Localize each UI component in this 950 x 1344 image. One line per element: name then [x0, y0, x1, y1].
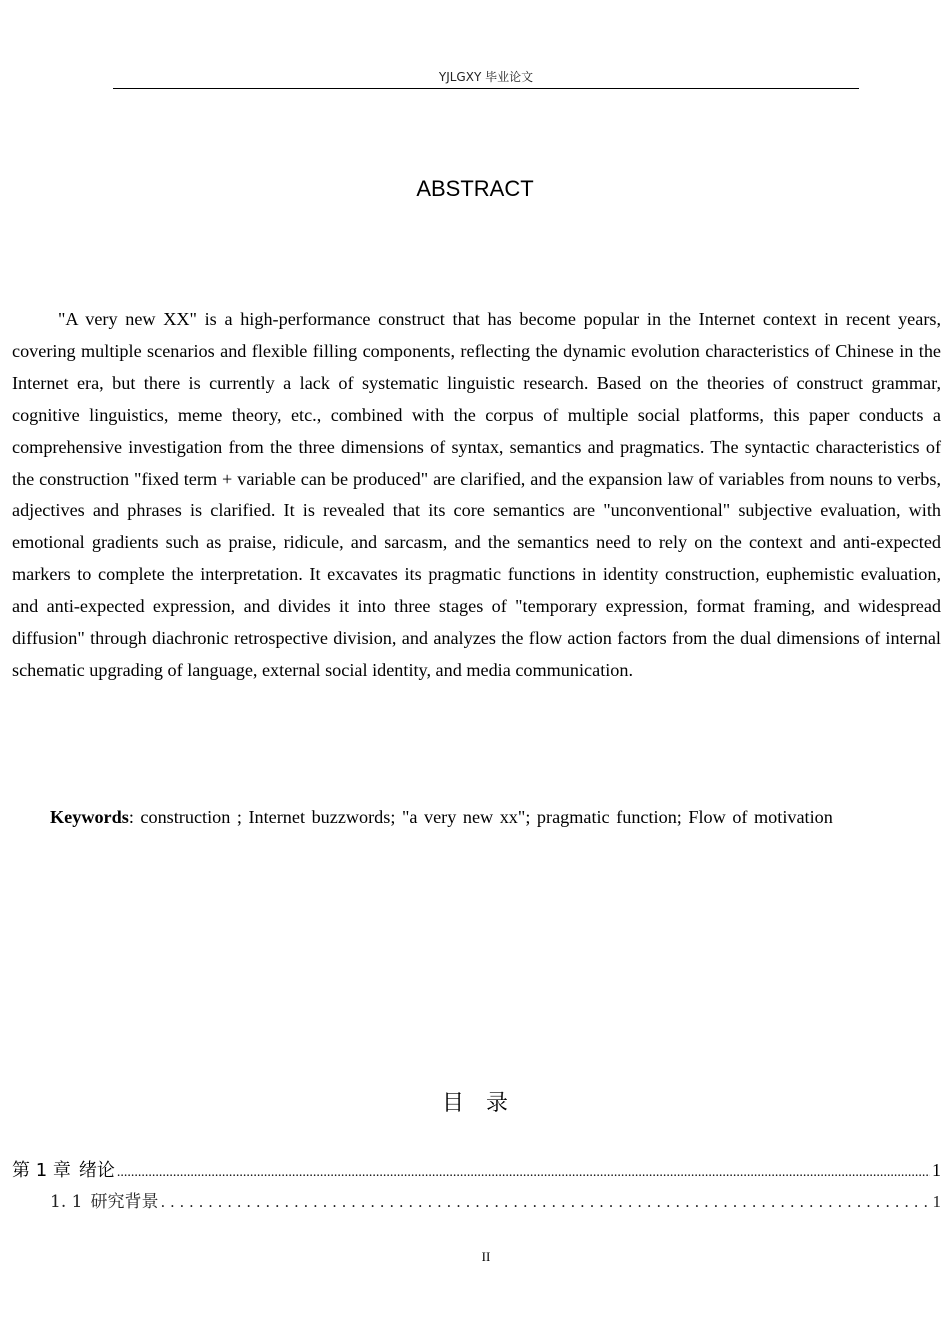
abstract-body: "A very new XX" is a high-performance construct that has become popular in the Internet context in recent years, covering multiple scenarios and flexible filling components, reflecting the dynamic evolution characteristics of Chinese in the Internet era, but there is currently a lack of systematic linguistic research. Based on the theories of construct grammar, cognitive linguistics, meme theory, etc., combined with the corpus of multiple social platforms, this paper conducts a comprehensive investigation from the three dimensions of syntax, semantics and pragmatics. The syntactic characteristics of the construction "fixed term + variable can be produced" are clarified, and the expansion law of variables from nouns to verbs, adjectives and phrases is clarified. It is revealed that its core semantics are "unconventional" subjective evaluation, with emotional gradients such as praise, ridicule, and sarcasm, and the semantics need to rely on the context and anti-expected markers to complete the interpretation. It excavates its pragmatic functions in identity construction, euphemistic evaluation, and anti-expected expression, and divides it into three stages of "temporary expression, format framing, and widespread diffusion" through diachronic retrospective division, and analyzes the flow action factors from the dual dimensions of internal schematic upgrading of language, external social identity, and media communication. — [12, 309, 941, 680]
keywords-text: : construction ; Internet buzzwords; "a very new xx"; pragmatic function; Flow of motivation — [128, 807, 833, 827]
toc-entry-title: 绪论 — [78, 1160, 115, 1181]
toc-entry-title: 研究背景 — [90, 1192, 159, 1212]
page-number: II — [481, 1249, 491, 1264]
toc-entry-chapter-1[interactable] — [12, 1158, 941, 1185]
running-header-title: YJLGXY 毕业论文 — [438, 70, 534, 84]
toc-entry-label — [50, 1190, 158, 1214]
keywords-line — [50, 802, 930, 832]
toc-entry-label — [12, 1159, 115, 1183]
toc-entry-page: 1 — [932, 1160, 941, 1180]
keywords-label: Keywords — [50, 807, 129, 827]
toc-entry-section-1-1[interactable] — [50, 1190, 941, 1214]
abstract-title: ABSTRACT — [416, 176, 534, 201]
toc-title: 目录 — [441, 1091, 530, 1116]
running-header — [113, 68, 859, 89]
toc-entry-page: 1 — [932, 1192, 941, 1211]
toc-dot-leader — [117, 1159, 930, 1185]
toc-entry-number: 1. 1 — [50, 1192, 83, 1212]
toc-dot-leader — [160, 1190, 930, 1214]
toc-entry-number: 第 1 章 — [12, 1160, 71, 1181]
